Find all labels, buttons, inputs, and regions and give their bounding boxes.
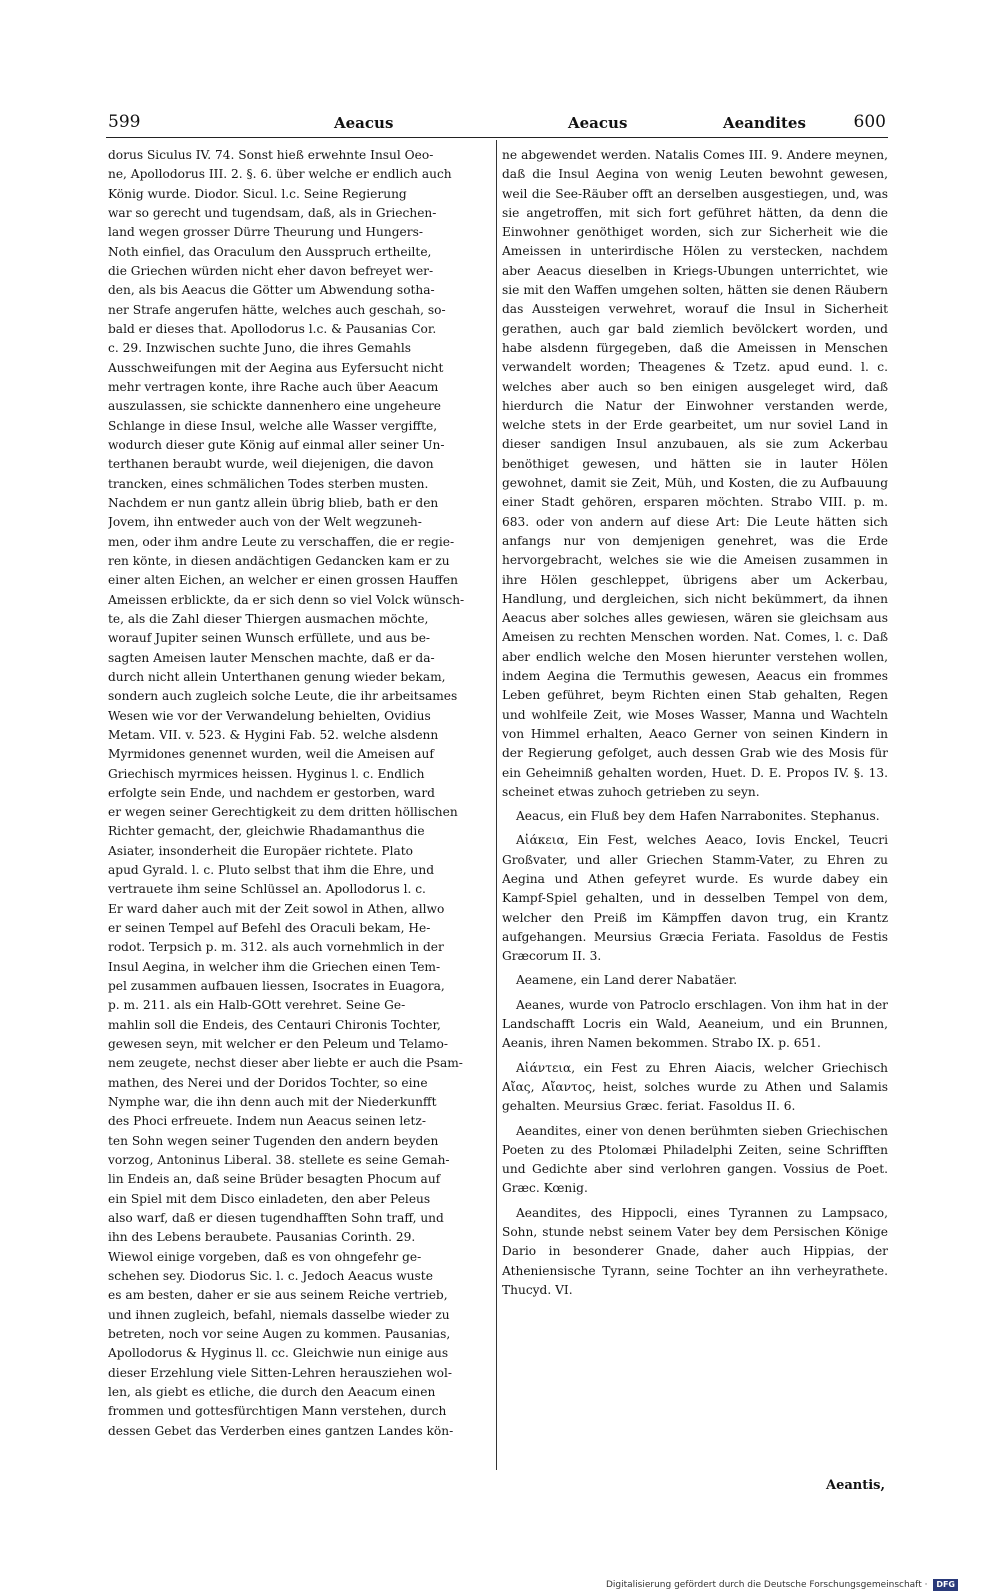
- left-column-line: Richter gemacht, der, gleichwie Rhadamanthus die: [108, 824, 425, 839]
- page-number-right: 600: [853, 112, 886, 132]
- left-column-line: mathen, des Nerei und der Doridos Tochter, so eine: [108, 1075, 428, 1090]
- left-column-line: er seinen Tempel auf Befehl des Oraculi bekam, He-: [108, 921, 431, 936]
- left-column-line: te, als die Zahl dieser Thiergen ausmachen möchte,: [108, 611, 429, 626]
- left-column-line: war so gerecht und tugendsam, daß, als in Griechen-: [108, 205, 437, 220]
- left-column-line: rodot. Terpsich p. m. 312. als auch vornehmlich in der: [108, 940, 444, 955]
- headword-left: Aeacus: [334, 114, 394, 132]
- left-column-line: ihn des Lebens beraubete. Pausanias Corinth. 29.: [108, 1230, 416, 1245]
- entry-aeamene: Aeamene, ein Land derer Nabatäer.: [516, 973, 738, 988]
- left-column-line: trancken, eines schmälichen Todes sterben musten.: [108, 476, 429, 491]
- left-column-line: ten Sohn wegen seiner Tugenden den andern beyden: [108, 1133, 439, 1148]
- left-column-line: er wegen seiner Gerechtigkeit zu dem dritten höllischen: [108, 805, 458, 820]
- running-header: [108, 112, 886, 136]
- left-column-line: Schlange in diese Insul, welche alle Wasser vergiffte,: [108, 418, 438, 433]
- left-column-line: den, als bis Aeacus die Götter um Abwendung sotha-: [108, 283, 435, 298]
- entry-aeandites-poet: Aeandites, einer von denen berühmten sieben Griechischen Poeten zu des Ptolomæi Philadelphi Zeiten, seine Schrifften und Gedichte aber sind verlohren gangen. Vossius de Poet. Græc. Kœnig.: [502, 1123, 888, 1196]
- left-column-line: ein Spiel mit dem Disco einladeten, den aber Peleus: [108, 1191, 431, 1206]
- left-column-line: und ihnen zugleich, befahl, niemals dasselbe wieder zu: [108, 1307, 450, 1322]
- left-column-line: lin Endeis an, daß seine Brüder besagten Phocum auf: [108, 1172, 441, 1187]
- left-column-line: Asiater, insonderheit die Europäer richtete. Plato: [108, 843, 413, 858]
- left-column-line: men, oder ihm andre Leute zu verschaffen, die er regie-: [108, 534, 455, 549]
- left-column-line: ren könte, in diesen andächtigen Gedancken kam er zu: [108, 553, 450, 568]
- left-column-line: erfolgte sein Ende, und nachdem er gestorben, ward: [108, 785, 435, 800]
- entry-aianteia: Αἰάντεια, ein Fest zu Ehren Aiacis, welcher Griechisch Αἴας, Αἴαντος, heist, solches wurde zu Athen und Salamis gehalten. Meursius Græc. feriat. Fasoldus II. 6.: [502, 1060, 888, 1114]
- left-column-line: Apollodorus & Hyginus ll. cc. Gleichwie nun einige aus: [108, 1346, 449, 1361]
- left-column-line: Metam. VII. v. 523. & Hygini Fab. 52. welche alsdenn: [108, 727, 439, 742]
- left-column-line: auszulassen, sie schickte dannenhero eine ungeheure: [108, 399, 442, 414]
- left-column-line: die Griechen würden nicht eher davon befreyet wer-: [108, 263, 434, 278]
- continuation-paragraph: ne abgewendet werden. Natalis Comes III. 9. Andere meynen, daß die Insul Aegina von wenig Leuten bewohnt gewesen, weil die See-Räuber offt an derselben ausgestiegen, und, was sie angetroffen, mit sich fort geführet hätten, da denn die Einwohner genöthiget worden, sich zur Sicherheit wie die Ameissen in unterirdische Hölen zu verstecken, nachdem aber Aeacus dieselben in Kriegs-Ubungen unterrichtet, wie sie mit den Waffen umgehen solten, hätten sie denen Räubern das Aussteigen verwehret, worauf die Insul in Sicherheit gerathen, auch gar bald ziemlich bevölckert worden, und habe alsdenn fürgegeben, daß die Ameissen in Menschen verwandelt worden; Theagenes & Tzetz. apud eund. l. c. welches aber auch so ben einigen ausgeleget wird, daß hierdurch die Natur der Einwohner verstanden werde, welche stets in der Erde gearbeitet, um nur soviel Land in dieser sandigen Insul anzubauen, als sie zum Ackerbau benöthiget gewesen, und hätten sie in lauter Hölen gewohnet, damit sie Zeit, Müh, und Kosten, die zu Aufbauung einer Stadt gehören, ersparen möchten. Strabo VIII. p. m. 683. oder von andern auf diese Art: Die Leute hätten sich anfangs nur von demjenigen genehret, was die Erde hervorgebracht, welches sie wie die Ameisen zusammen in ihre Hölen geschleppet, übrigens aber um Ackerbau, Handlung, und dergleichen, sich nicht bekümmert, da ihnen Aeacus aber solches alles gewiesen, wären sie gleichsam aus Ameisen zu rechten Menschen worden. Nat. Comes, l. c. Daß aber endlich welche den Mosen hierunter verstehen wollen, indem Aegina die Termuthis gewesen, Aeacus ein frommes Leben geführet, beym Richten einen Stab gehalten, Regen und wohlfeile Zeit, wie Moses Wasser, Manna und Wachteln von Himmel erhalten, Aeaco Gerner von seinen Kindern in der Regierung gefolget, auch dessen Grab wie des Mosis für ein Geheimniß gehalten worden, Huet. D. E. Propos IV. §. 13. scheinet etwas zuhoch getrieben zu seyn.: [502, 148, 888, 799]
- entry-aeanes: Aeanes, wurde von Patroclo erschlagen. Von ihm hat in der Landschafft Locris ein Wald, Aeaneium, und ein Brunnen, Aeanis, ihren Namen bekommen. Strabo IX. p. 651.: [502, 997, 888, 1051]
- left-column-line: König wurde. Diodor. Sicul. l.c. Seine Regierung: [108, 186, 407, 201]
- left-column-line: p. m. 211. als ein Halb-GOtt verehret. Seine Ge-: [108, 998, 406, 1013]
- left-column-line: Noth einfiel, das Oraculum den Ausspruch ertheilte,: [108, 244, 432, 259]
- left-column-line: land wegen grosser Dürre Theurung und Hungers-: [108, 225, 423, 240]
- footer-text: Digitalisierung gefördert durch die Deutsche Forschungsgemeinschaft ·: [605, 1580, 928, 1590]
- dfg-logo: DFG: [933, 1579, 958, 1591]
- left-column-line: dessen Gebet das Verderben eines gantzen Landes kön-: [108, 1423, 454, 1438]
- left-column-line: ner Strafe angerufen hätte, welches auch geschah, so-: [108, 302, 446, 317]
- left-column-line: gewesen seyn, mit welcher er den Peleum und Telamo-: [108, 1037, 449, 1052]
- left-column-line: vorzog, Antoninus Liberal. 38. stellete es seine Gemah-: [108, 1153, 450, 1168]
- left-column-line: dieser Erzehlung viele Sitten-Lehren herausziehen wol-: [108, 1365, 453, 1380]
- page-number-left: 599: [108, 112, 141, 132]
- left-column-line: len, als giebt es etliche, die durch den Aeacum einen: [108, 1385, 436, 1399]
- catchword: Aeantis,: [826, 1478, 886, 1493]
- header-rule: [106, 137, 888, 138]
- left-column-line: Nymphe war, die ihn denn auch mit der Niederkunfft: [108, 1095, 437, 1110]
- left-column-line: mahlin soll die Endeis, des Centauri Chironis Tochter,: [108, 1017, 441, 1032]
- left-column-line: es am besten, daher er sie aus seinem Reiche vertrieb,: [108, 1288, 448, 1303]
- entry-aeandites-son: Aeandites, des Hippocli, eines Tyrannen zu Lampsaco, Sohn, stunde nebst seinem Vater bey dem Persischen Könige Dario in besonderer Gnade, daher auch Hippias, der Atheniensische Tyrann, seine Tochter an ihn verheyrathete. Thucyd. VI.: [502, 1205, 888, 1297]
- left-column-line: terthanen beraubt wurde, weil diejenigen, die davon: [108, 457, 434, 472]
- left-column-line: Griechisch myrmices heissen. Hyginus l. c. Endlich: [108, 766, 425, 781]
- headword-middle: Aeacus: [568, 114, 628, 132]
- left-column-line: bald er dieses that. Apollodorus l.c. & Pausanias Cor.: [108, 321, 437, 336]
- left-column-line: also warf, daß er diesen tugendhafften Sohn traff, und: [108, 1211, 444, 1226]
- left-column-line: des Phoci erfreuete. Indem nun Aeacus seinen letz-: [108, 1114, 426, 1129]
- left-column-line: Insul Aegina, in welcher ihm die Griechen einen Tem-: [108, 959, 441, 974]
- left-column-line: dorus Siculus IV. 74. Sonst hieß erwehnte Insul Oeo-: [108, 148, 434, 162]
- left-column-line: Wesen wie vor der Verwandelung behielten, Ovidius: [108, 708, 431, 723]
- left-column-line: Wiewol einige vorgeben, daß es von ohngefehr ge-: [108, 1249, 422, 1264]
- left-column-line: Ameissen erblickte, da er sich denn so viel Volck wünsch-: [108, 592, 465, 607]
- left-column-line: Ausschweifungen mit der Aegina aus Eyfersucht nicht: [108, 360, 444, 375]
- left-column: [108, 146, 488, 1472]
- entry-aeacus-river: Aeacus, ein Fluß bey dem Hafen Narrabonites. Stephanus.: [516, 809, 880, 824]
- left-column-line: frommen und gottesfürchtigen Mann verstehen, durch: [108, 1404, 447, 1419]
- left-column-line: sondern auch zugleich solche Leute, die ihr arbeitsames: [108, 689, 458, 704]
- left-column-line: wodurch dieser gute König auf einmal aller seiner Un-: [108, 437, 445, 452]
- left-column-line: schehen sey. Diodorus Sic. l. c. Jedoch Aeacus wuste: [108, 1269, 433, 1284]
- right-column: [502, 146, 888, 1472]
- left-column-line: Er ward daher auch mit der Zeit sowol in Athen, allwo: [108, 901, 445, 916]
- left-column-line: durch nicht allein Unterthanen genung wieder bekam,: [108, 669, 446, 684]
- left-column-line: ne, Apollodorus III. 2. §. 6. über welche er endlich auch: [108, 167, 452, 182]
- left-column-line: worauf Jupiter seinen Wunsch erfüllete, und aus be-: [108, 631, 431, 646]
- left-column-line: sagten Ameisen lauter Menschen machte, daß er da-: [108, 650, 435, 665]
- column-divider: [496, 140, 497, 1470]
- headword-right: Aeandites: [723, 114, 806, 132]
- footer-credit: [606, 1578, 958, 1592]
- left-column-line: apud Gyrald. l. c. Pluto selbst that ihm die Ehre, und: [108, 863, 435, 878]
- left-column-line: vertrauete ihm seine Schlüssel an. Apollodorus l. c.: [108, 882, 426, 897]
- left-column-line: mehr vertragen konte, ihre Rache auch über Aeacum: [108, 379, 439, 394]
- left-column-line: Jovem, ihn entweder auch von der Welt wegzuneh-: [108, 515, 422, 530]
- left-column-line: c. 29. Inzwischen suchte Juno, die ihres Gemahls: [108, 341, 412, 356]
- entry-aiakeia: Αἰάκεια, Ein Fest, welches Aeaco, Iovis Enckel, Teucri Großvater, und aller Griechen Stamm-Vater, zu Ehren zu Aegina und Athen gefeyret wurde. Es wurde dabey ein Kampf-Spiel gehalten, und in desselben Tempel von dem, welcher den Preiß im Kämpffen davon trug, ein Krantz aufgehangen. Meursius Græcia Feriata. Fasoldus de Festis Græcorum II. 3.: [502, 833, 888, 964]
- left-column-line: Nachdem er nun gantz allein übrig blieb, bath er den: [108, 495, 439, 510]
- left-column-line: einer alten Eichen, an welcher er einen grossen Hauffen: [108, 573, 458, 588]
- left-column-line: Myrmidones genennet wurden, weil die Ameisen auf: [108, 747, 434, 762]
- left-column-line: nem zeugete, nechst dieser aber liebte er auch die Psam-: [108, 1056, 463, 1071]
- left-column-line: pel zusammen aufbauen liessen, Isocrates in Euagora,: [108, 979, 445, 994]
- left-column-line: betreten, noch vor seine Augen zu kommen. Pausanias,: [108, 1327, 451, 1342]
